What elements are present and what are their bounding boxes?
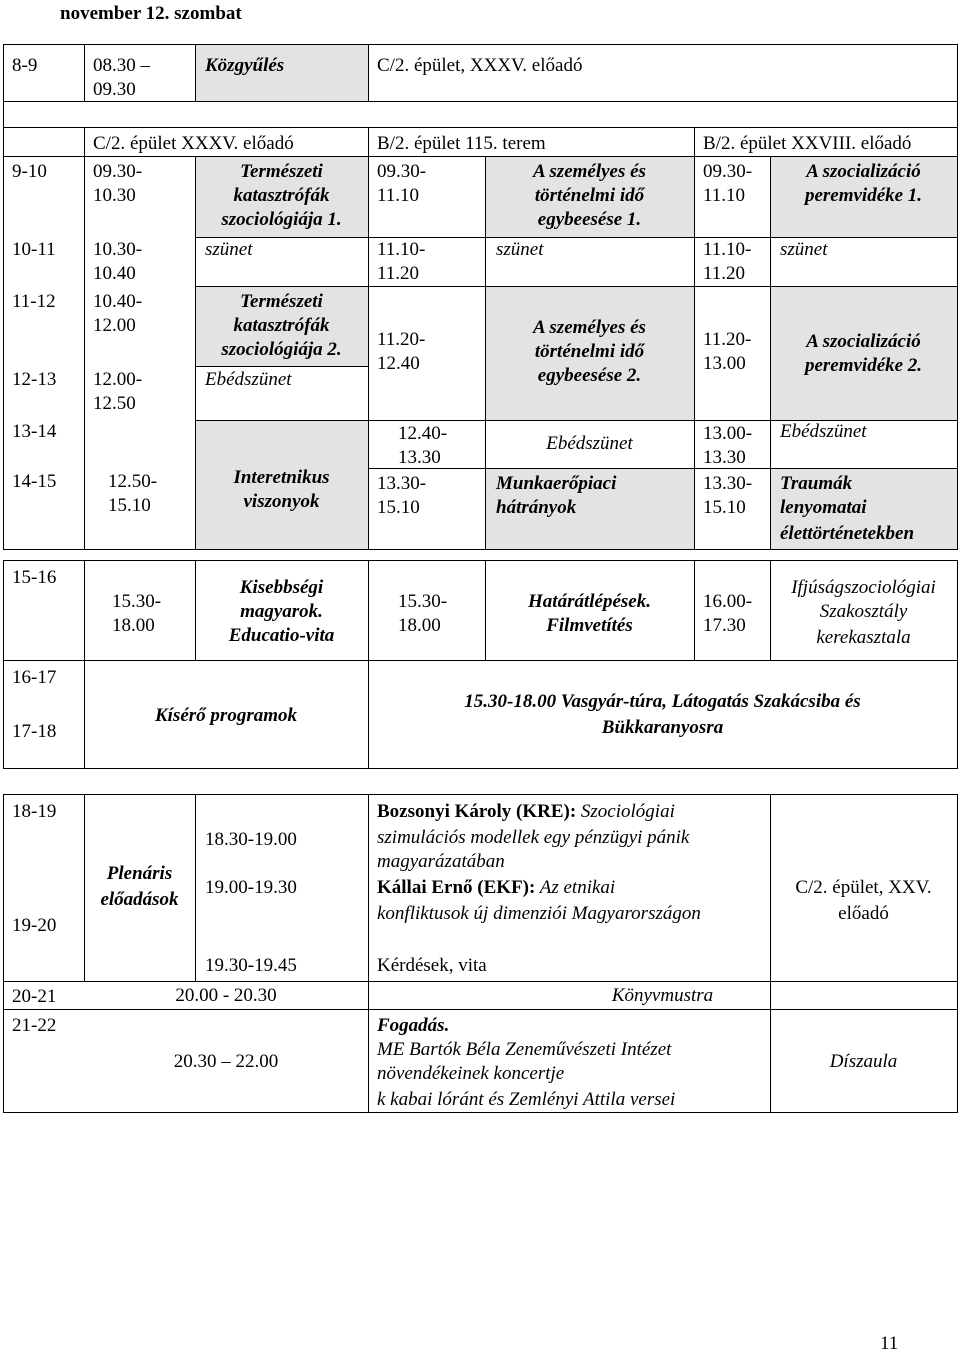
tour-info: Bükkaranyosra xyxy=(601,717,724,738)
time: 12.00- xyxy=(93,369,143,390)
time: 11.10- xyxy=(703,239,752,260)
time: 09.30- xyxy=(703,161,753,182)
time: 15.10 xyxy=(108,495,151,516)
reception-time: 20.30 – 22.00 xyxy=(173,1051,279,1072)
talk-title: konfliktusok új dimenziói Magyarországon xyxy=(377,903,701,924)
break-label: szünet xyxy=(496,239,544,260)
event-title: Educatio-vita xyxy=(228,625,335,646)
time: 10.40- xyxy=(93,291,143,312)
event-title: Közgyűlés xyxy=(205,55,285,76)
session-title: hátrányok xyxy=(496,497,577,518)
hour-label: 13-14 xyxy=(12,421,57,442)
time: 18.00 xyxy=(112,615,155,636)
hour-label: 21-22 xyxy=(12,1015,57,1036)
time: 11.20- xyxy=(703,329,752,350)
hour-label: 19-20 xyxy=(12,915,57,936)
event-title: Filmvetítés xyxy=(546,615,633,636)
session-title: katasztrófák xyxy=(233,315,330,336)
time: 10.40 xyxy=(93,263,136,284)
time: 12.40- xyxy=(398,423,448,444)
room-header: B/2. épület 115. terem xyxy=(377,133,546,154)
session-title: Természeti xyxy=(240,291,323,312)
page-number: 11 xyxy=(880,1333,899,1354)
talk-title: Szociológiai xyxy=(576,801,675,822)
reception-desc: növendékeinek koncertje xyxy=(377,1063,565,1084)
lunch-label: Ebédszünet xyxy=(546,433,633,454)
time: 15.30- xyxy=(112,591,162,612)
hour-label: 10-11 xyxy=(12,239,56,260)
session-title: lenyomatai xyxy=(780,497,867,518)
session-title: Természeti xyxy=(240,161,323,182)
book-label: Könyvmustra xyxy=(611,985,714,1006)
time: 16.00- xyxy=(703,591,753,612)
hour-label: 9-10 xyxy=(12,161,47,182)
event-title: Kisebbségi xyxy=(239,577,324,598)
event-title: Ifjúságszociológiai xyxy=(791,577,936,598)
event-location: C/2. épület, XXXV. előadó xyxy=(377,55,583,76)
reception-desc: ME Bartók Béla Zeneművészeti Intézet xyxy=(377,1039,672,1060)
session-title: A szocializáció xyxy=(806,331,921,352)
event-title: Szakosztály xyxy=(819,601,908,622)
time-end: 09.30 xyxy=(93,79,136,100)
talk-title: magyarázatában xyxy=(377,851,505,872)
time: 15.10 xyxy=(377,497,420,518)
talk-time: 18.30-19.00 xyxy=(205,829,297,850)
session-title: peremvidéke 2. xyxy=(804,355,923,376)
time: 15.10 xyxy=(703,497,746,518)
time: 17.30 xyxy=(703,615,746,636)
session-title: A személyes és xyxy=(533,317,646,338)
time: 13.30- xyxy=(377,473,427,494)
time: 13.30 xyxy=(703,447,746,468)
session-title: egybeesése 2. xyxy=(537,365,642,386)
room-header: C/2. épület XXXV. előadó xyxy=(93,133,294,154)
reception-location: Díszaula xyxy=(829,1051,898,1072)
time: 09.30- xyxy=(377,161,427,182)
event-title: magyarok. xyxy=(240,601,323,622)
time: 11.10 xyxy=(703,185,746,206)
event-title: kerekasztala xyxy=(816,627,911,648)
time: 15.30- xyxy=(398,591,448,612)
time: 09.30- xyxy=(93,161,143,182)
plenary-location: C/2. épület, XXV. xyxy=(795,877,932,898)
session-title: Traumák xyxy=(780,473,853,494)
time: 10.30- xyxy=(93,239,143,260)
hour-label: 8-9 xyxy=(12,55,38,76)
lunch-label: Ebédszünet xyxy=(205,369,292,390)
talk-2 xyxy=(377,876,615,900)
time: 13.00- xyxy=(703,423,753,444)
session-title: történelmi idő xyxy=(534,341,645,362)
talk-1 xyxy=(377,800,675,824)
session-title: Munkaerőpiaci xyxy=(496,473,617,494)
room-header: B/2. épület XXVIII. előadó xyxy=(703,133,912,154)
time: 12.40 xyxy=(377,353,420,374)
time: 13.00 xyxy=(703,353,746,374)
speaker: Kállai Ernő (EKF): xyxy=(377,877,536,898)
session-title: Interetnikus xyxy=(233,467,330,488)
time: 11.20- xyxy=(377,329,426,350)
hour-label: 11-12 xyxy=(12,291,56,312)
talk-title: Az etnikai xyxy=(535,877,616,898)
time: 12.50- xyxy=(108,471,158,492)
plenary-location: előadó xyxy=(838,903,889,924)
qa-label: Kérdések, vita xyxy=(377,955,487,976)
hour-label: 12-13 xyxy=(12,369,57,390)
hour-label: 18-19 xyxy=(12,801,57,822)
break-label: szünet xyxy=(780,239,828,260)
tour-info: 15.30-18.00 Vasgyár-túra, Látogatás Szakácsiba és xyxy=(464,691,861,712)
time: 10.30 xyxy=(93,185,136,206)
session-title: katasztrófák xyxy=(233,185,330,206)
hour-label: 20-21 xyxy=(12,986,57,1007)
time: 12.00 xyxy=(93,315,136,336)
plenary-label: előadások xyxy=(100,889,179,910)
plenary-label: Plenáris xyxy=(106,863,173,884)
time: 11.10 xyxy=(377,185,420,206)
session-title: szociológiája 2. xyxy=(221,339,342,360)
session-title: történelmi idő xyxy=(534,185,645,206)
hour-label: 15-16 xyxy=(12,567,57,588)
talk-title: szimulációs modellek egy pénzügyi pánik xyxy=(377,827,690,848)
time: 13.30 xyxy=(398,447,441,468)
event-title: Határátlépések. xyxy=(528,591,651,612)
page-title: november 12. szombat xyxy=(60,3,242,24)
hour-label: 14-15 xyxy=(12,471,57,492)
talk-time: 19.00-19.30 xyxy=(205,877,297,898)
session-title: A szocializáció xyxy=(806,161,921,182)
book-time: 20.00 - 20.30 xyxy=(175,985,277,1006)
hour-label: 16-17 xyxy=(12,667,57,688)
session-title: viszonyok xyxy=(243,491,320,512)
hour-label: 17-18 xyxy=(12,721,57,742)
break-label: szünet xyxy=(205,239,253,260)
reception-title: Fogadás. xyxy=(377,1015,450,1036)
speaker: Bozsonyi Károly (KRE): xyxy=(377,801,577,822)
time: 13.30- xyxy=(703,473,753,494)
time: 11.10- xyxy=(377,239,426,260)
session-title: élettörténetekben xyxy=(780,523,915,544)
lunch-label: Ebédszünet xyxy=(780,421,867,442)
time-start: 08.30 – xyxy=(93,55,150,76)
time: 11.20 xyxy=(703,263,746,284)
qa-time: 19.30-19.45 xyxy=(205,955,297,976)
session-title: A személyes és xyxy=(533,161,646,182)
session-title: egybeesése 1. xyxy=(537,209,642,230)
time: 12.50 xyxy=(93,393,136,414)
time: 18.00 xyxy=(398,615,441,636)
session-title: peremvidéke 1. xyxy=(804,185,923,206)
reception-desc: k kabai lóránt és Zemlényi Attila versei xyxy=(377,1089,676,1110)
side-programs-label: Kísérő programok xyxy=(155,705,297,726)
time: 11.20 xyxy=(377,263,420,284)
session-title: szociológiája 1. xyxy=(221,209,342,230)
